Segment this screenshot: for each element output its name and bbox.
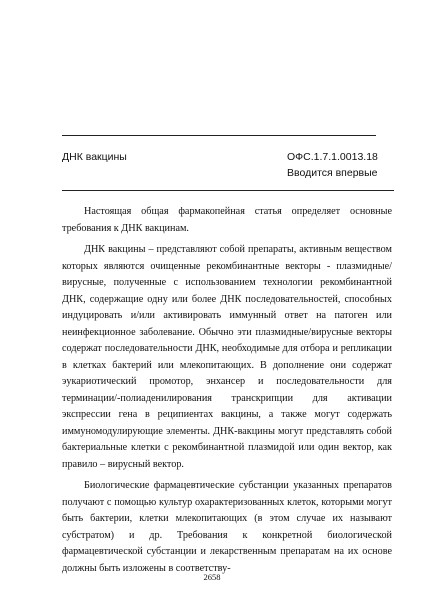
paragraph-definition: ДНК вакцины – представляют собой препараты, активным веществом которых являются очищенные рекомбинантные векторы - плазмидные/вирусные, полученные с использованием технологии рекомбинантной ДНК, содержащие одну или более ДНК последовательностей, способных индуцировать и/или активировать иммунный ответ на патоген или неинфекционное заболевание. Обычно эти плазмидные/вирусные векторы содержат последовательности ДНК, необходимые для отбора и репликации в клетках бактерий или млекопитающих. В дополнение они содержат эукариотический промотор, энхансер и последовательности для терминации/-полиаденилирования транскрипции для активации экспрессии гена в реципиентах вакцины, а также могут содержать иммуномодулирующие элементы. ДНК-вакцины могут представлять собой бактериальные клетки с рекомбинантной плазмидой или один вектор, как правило – вирусный вектор. xyxy=(62,244,392,470)
header-bottom-rule xyxy=(62,190,394,191)
page-number: 2658 xyxy=(203,572,221,582)
document-title: ДНК вакцины xyxy=(62,151,127,163)
document-code: ОФС.1.7.1.0013.18 xyxy=(287,151,378,163)
document-body xyxy=(62,204,392,582)
document-status: Вводится впервые xyxy=(287,167,378,179)
paragraph-substances: Биологические фармацевтические субстанции указанных препаратов получают с помощью культур охарактеризованных клеток, которыми могут быть бактерии, клетки млекопитающих (в этом случае их называют субстратом) и др. Требования к конкретной биологической фармацевтической субстанции и лекарственным препаратам на их основе должны быть изложены в соответству- xyxy=(62,480,392,574)
paragraph-intro: Настоящая общая фармакопейная статья определяет основные требования к ДНК вакцинам. xyxy=(62,206,392,234)
header-top-rule xyxy=(62,135,376,136)
